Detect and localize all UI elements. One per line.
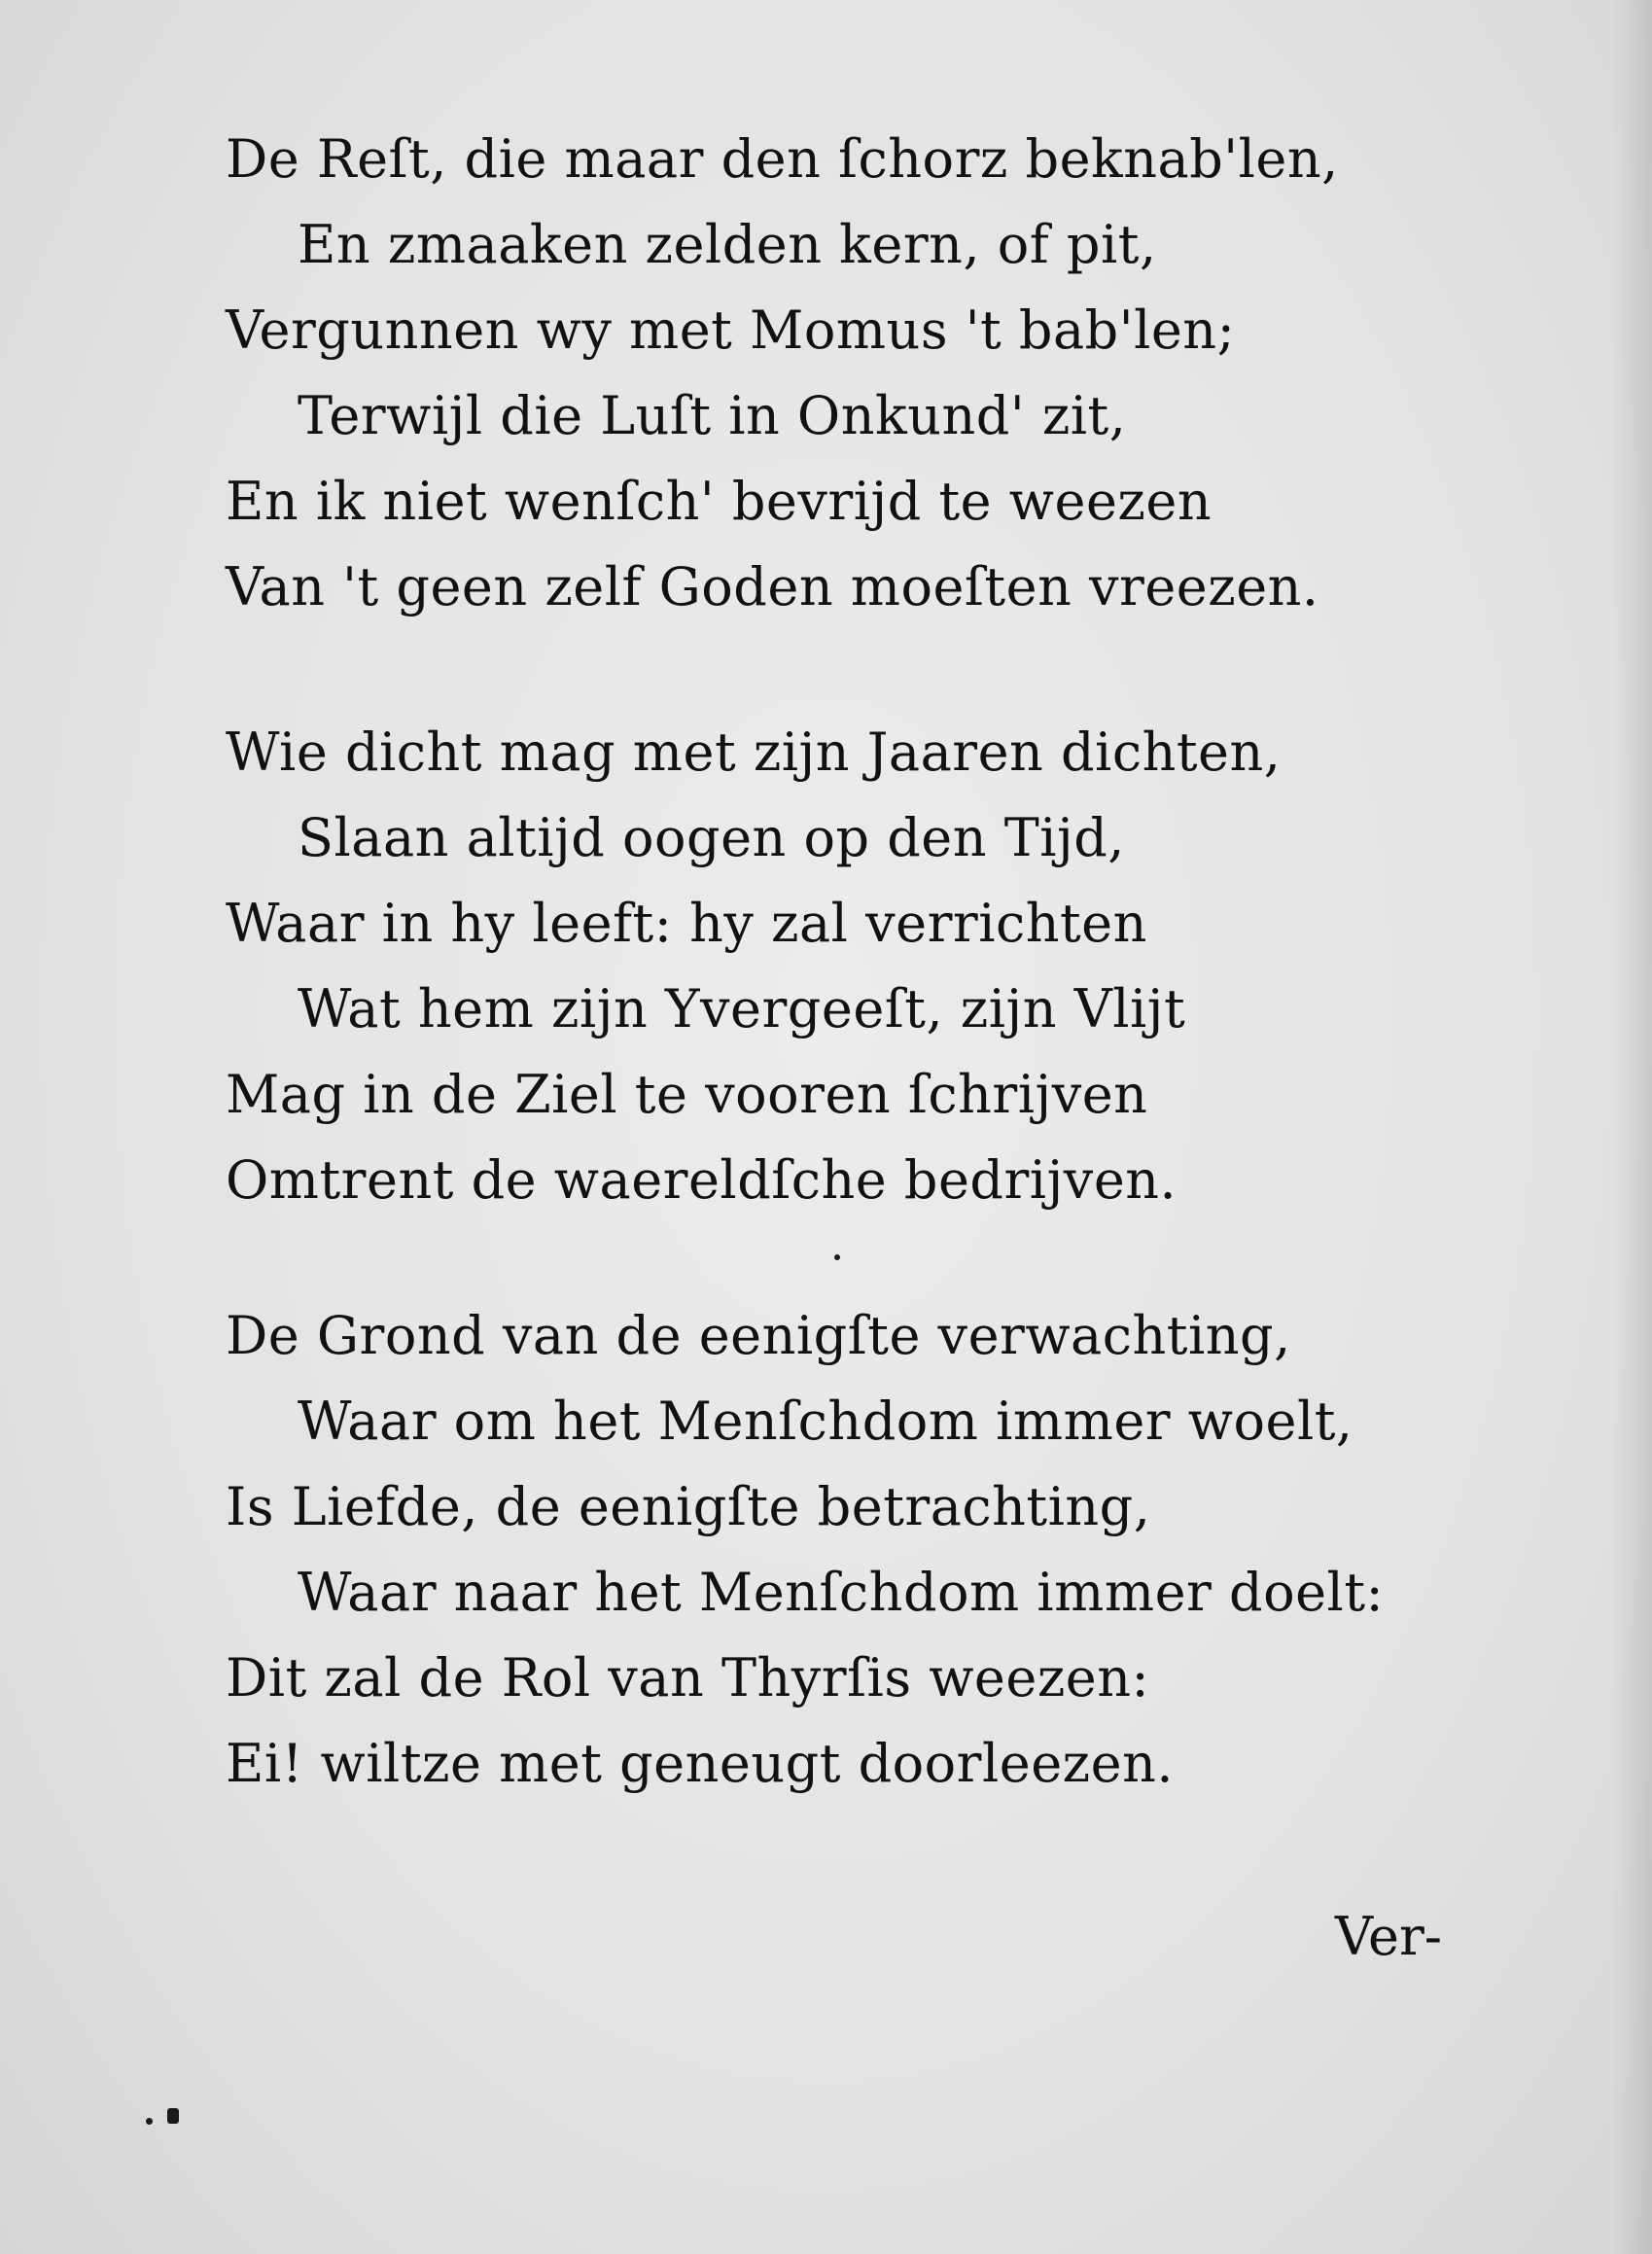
poem-line: Waar naar het Menſchdom immer doelt: [298, 1562, 1385, 1623]
ink-speck [167, 2108, 179, 2124]
ink-speck [146, 2118, 153, 2125]
catchword: Ver- [1335, 1906, 1443, 1967]
poem-line: De Reſt, die maar den ſchorz beknab'len, [226, 128, 1339, 190]
poem-line: Wat hem zijn Yvergeeſt, zijn Vlijt [298, 978, 1186, 1039]
poem-line: Waar in hy leeft: hy zal verrichten [226, 893, 1147, 954]
page-edge-shadow [1613, 0, 1652, 2254]
stanza-3 [226, 1293, 1392, 1807]
poem-line: Is Liefde, de eenigſte betrachting, [226, 1476, 1151, 1537]
poem-line: En zmaaken zelden kern, of pit, [298, 214, 1157, 275]
poem-line: Wie dicht mag met zijn Jaaren dichten, [226, 722, 1282, 783]
stanza-2 [226, 710, 1392, 1223]
poem-line: Omtrent de waereldſche bedrijven. [226, 1149, 1177, 1211]
poem-line: Van 't geen zelf Goden moeſten vreezen. [226, 556, 1319, 617]
poem-line: Vergunnen wy met Momus 't bab'len; [226, 299, 1236, 361]
stanza-1 [226, 117, 1392, 630]
poem-line: Waar om het Menſchdom immer woelt, [298, 1391, 1353, 1452]
poem-line: Dit zal de Rol van Thyrſis weezen: [226, 1647, 1150, 1708]
poem-line: De Grond van de eenigſte verwachting, [226, 1305, 1291, 1366]
poem-line: Mag in de Ziel te vooren ſchrijven [226, 1064, 1148, 1125]
poem-line: Terwijl die Luſt in Onkund' zit, [298, 385, 1127, 446]
ink-speck [834, 1254, 840, 1260]
poem-line: Slaan altijd oogen op den Tijd, [298, 807, 1125, 868]
poem-line: Ei! wiltze met geneugt doorleezen. [226, 1733, 1175, 1794]
poem-line: En ik niet wenſch' bevrijd te weezen [226, 471, 1213, 532]
